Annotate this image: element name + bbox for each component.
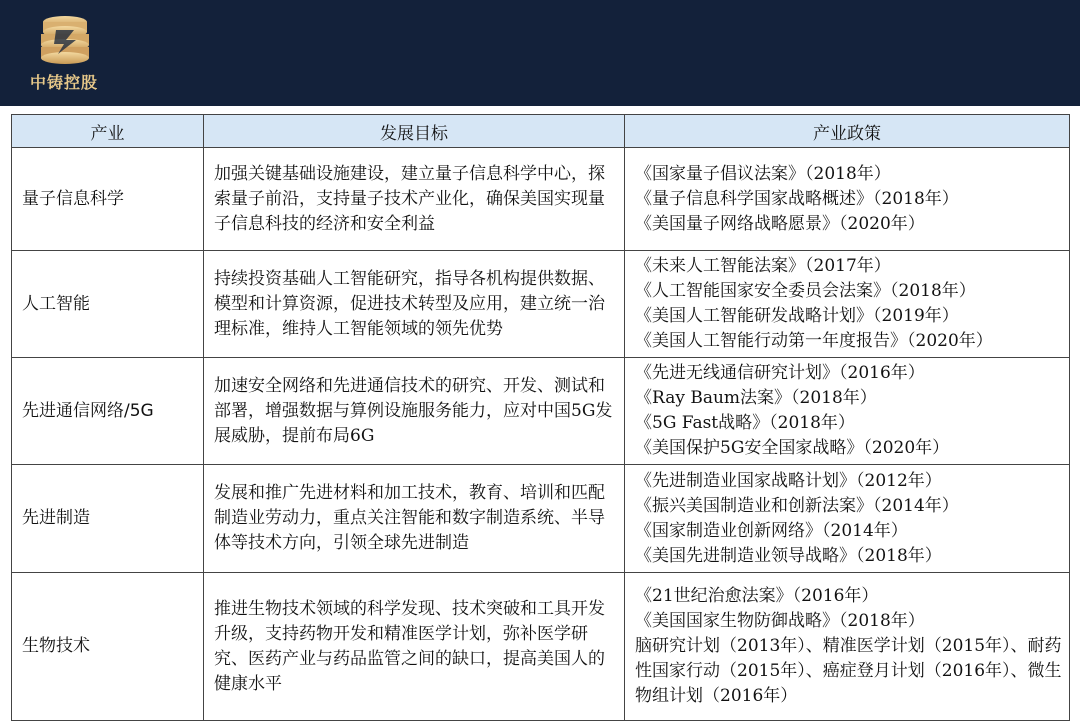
- goal-cell: 持续投资基础人工智能研究，指导各机构提供数据、模型和计算资源，促进技术转型及应用，建立统一治理标准，维持人工智能领域的领先优势: [204, 251, 625, 358]
- industry-cell: 先进通信网络/5G: [12, 358, 204, 465]
- policy-item: 《21世纪治愈法案》（2016年）: [635, 586, 879, 606]
- policy-item: 《美国人工智能行动第一年度报告》（2020年）: [635, 331, 993, 351]
- policy-item: 《国家制造业创新网络》（2014年）: [635, 520, 908, 541]
- policy-item: 《5G Fast战略》（2018年）: [635, 413, 855, 433]
- policy-item: 《美国人工智能研发战略计划》（2019年）: [635, 306, 959, 326]
- policy-item: 《未来人工智能法案》（2017年）: [635, 256, 891, 276]
- policy-item: 《美国先进制造业领导战略》（2018年）: [635, 545, 942, 566]
- goal-cell: 发展和推广先进材料和加工技术，教育、培训和匹配制造业劳动力，重点关注智能和数字制造系统、半导体等技术方向，引领全球先进制造: [204, 465, 625, 573]
- goal-cell: 加速安全网络和先进通信技术的研究、开发、测试和部署，增强数据与算例设施服务能力，应对中国5G发展威胁，提前布局6G: [204, 358, 625, 465]
- policy-item: 《人工智能国家安全委员会法案》（2018年）: [635, 281, 976, 301]
- policy-item: 《Ray Baum法案》（2018年）: [635, 388, 877, 408]
- policy-cell: [625, 573, 1070, 721]
- industry-cell: 人工智能: [12, 251, 204, 358]
- coin-stack-logo-icon: [36, 14, 94, 66]
- table-row: [12, 251, 1070, 358]
- table-row: [12, 465, 1070, 573]
- policy-item: 《美国国家生物防御战略》（2018年）: [635, 611, 925, 631]
- policy-item: 《美国量子网络战略愿景》（2020年）: [635, 213, 925, 234]
- policy-cell: [625, 148, 1070, 251]
- table-row: [12, 358, 1070, 465]
- industry-cell: 生物技术: [12, 573, 204, 721]
- policy-item: 《量子信息科学国家战略概述》（2018年）: [635, 188, 959, 209]
- policy-item: 《美国保护5G安全国家战略》（2020年）: [635, 438, 950, 458]
- policy-cell: [625, 251, 1070, 358]
- policy-table: [11, 114, 1070, 721]
- table-row: [12, 573, 1070, 721]
- table-header-row: [12, 115, 1070, 148]
- policy-item: 《先进无线通信研究计划》（2016年）: [635, 363, 925, 383]
- policy-cell: [625, 358, 1070, 465]
- industry-cell: 先进制造: [12, 465, 204, 573]
- policy-item: 《先进制造业国家战略计划》（2012年）: [635, 470, 942, 491]
- goal-cell: 推进生物技术领域的科学发现、技术突破和工具开发升级，支持药物开发和精准医学计划，弥补医学研究、医药产业与药品监管之间的缺口，提高美国人的健康水平: [204, 573, 625, 721]
- column-header-industry: 产业: [12, 115, 204, 148]
- goal-cell: 加强关键基础设施建设，建立量子信息科学中心，探索量子前沿，支持量子技术产业化，确保美国实现量子信息科技的经济和安全利益: [204, 148, 625, 251]
- industry-cell: 量子信息科学: [12, 148, 204, 251]
- brand-name: 中铸控股: [29, 73, 98, 92]
- column-header-goal: 发展目标: [204, 115, 625, 148]
- header-bar: [0, 0, 1080, 106]
- column-header-policy: 产业政策: [625, 115, 1070, 148]
- policy-cell: [625, 465, 1070, 573]
- policy-item: 《国家量子倡议法案》（2018年）: [635, 163, 891, 184]
- policy-item: 《振兴美国制造业和创新法案》（2014年）: [635, 495, 959, 516]
- policy-item: 脑研究计划（2013年）、精准医学计划（2015年）、耐药性国家行动（2015年）、癌症登月计划（2016年）、微生物组计划（2016年）: [635, 636, 1062, 706]
- table-row: [12, 148, 1070, 251]
